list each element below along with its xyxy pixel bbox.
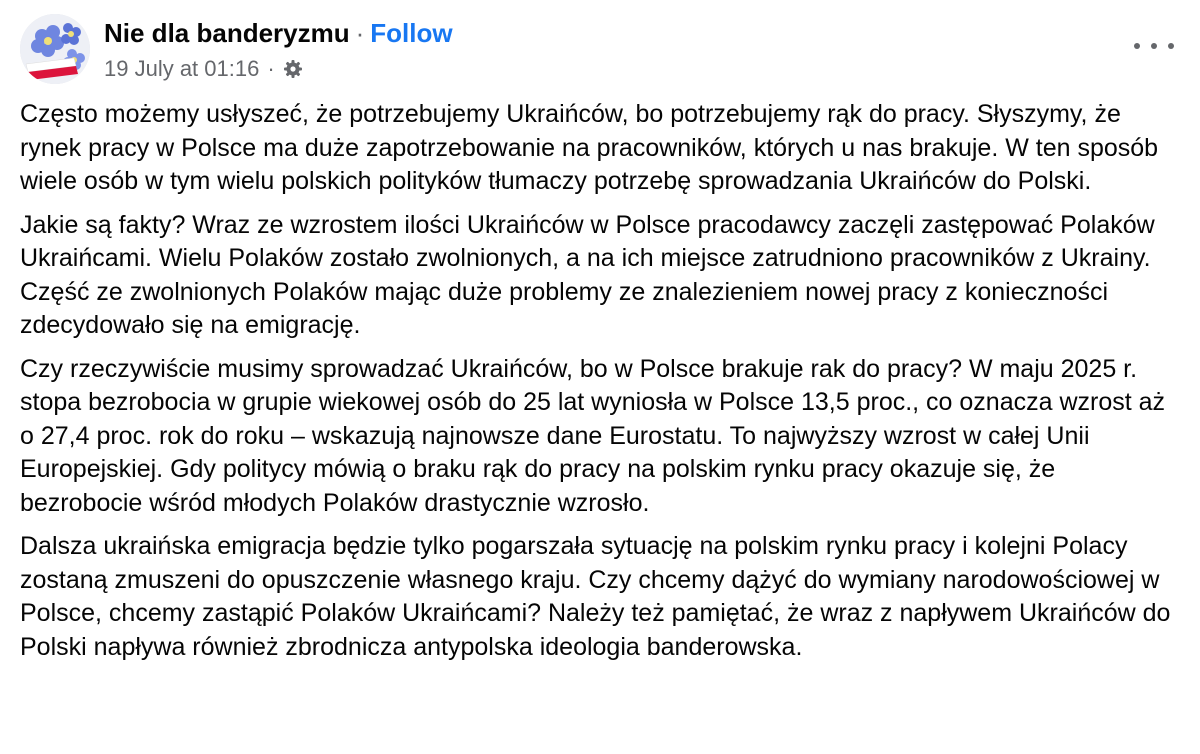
name-row — [104, 18, 453, 48]
more-horizontal-icon — [1151, 43, 1157, 49]
post-timestamp[interactable]: 19 July at 01:16 — [104, 56, 260, 81]
post-paragraph: Czy rzeczywiście musimy sprowadzać Ukraińców, bo w Polsce brakuje rak do pracy? W maju 2025 r. stopa bezrobocia w grupie wiekowej osób do 25 lat wyniosła w Polsce 13,5 proc., co oznacza wzrost aż o 27,4 proc. rok do roku – wskazują najnowsze dane Eurostatu. To najwyższy wzrost w całej Unii Europejskiej. Gdy politycy mówią o braku rąk do pracy na polskim rynku pracy okazuje się, że bezrobocie wśród młodych Polaków drastycznie wzrosło. — [20, 354, 1166, 517]
time-row — [104, 56, 453, 82]
follow-button[interactable]: Follow — [370, 18, 453, 48]
avatar[interactable] — [20, 14, 90, 84]
post-text — [20, 98, 1180, 674]
gear-icon[interactable] — [283, 59, 303, 79]
more-options-button[interactable] — [1134, 34, 1174, 58]
post-paragraph: Dalsza ukraińska emigracja będzie tylko pogarszała sytuację na polskim rynku pracy i kolejni Polacy zostaną zmuszeni do opuszczenie własnego kraju. Czy chcemy dążyć do wymiany narodowościowej w Polsce, chcemy zastąpić Polaków Ukraińcami? Należy też pamiętać, że wraz z napływem Ukraińców do Polski napływa również zbrodnicza antypolska ideologia banderowska. — [20, 532, 1171, 661]
post-paragraph: Często możemy usłyszeć, że potrzebujemy Ukraińców, bo potrzebujemy rąk do pracy. Słyszymy, że rynek pracy w Polsce ma duże zapotrzebowanie na pracowników, których u nas brakuje. W ten sposób wiele osób w tym wielu polskich polityków tłumaczy potrzebę sprowadzania Ukraińców do Polski. — [20, 100, 1159, 195]
more-horizontal-icon — [1134, 43, 1140, 49]
author-name[interactable]: Nie dla banderyzmu — [104, 18, 350, 48]
post-meta — [104, 14, 453, 82]
post-paragraph: Jakie są fakty? Wraz ze wzrostem ilości Ukraińców w Polsce pracodawcy zaczęli zastępować Polaków Ukraińcami. Wielu Polaków zostało zwolnionych, a na ich miejsce zatrudniono pracowników z Ukrainy. Część ze zwolnionych Polaków mając duże problemy ze znalezieniem nowej pracy z konieczności zdecydowało się na emigrację. — [20, 210, 1155, 339]
separator-dot: · — [355, 18, 365, 48]
separator-dot: · — [267, 56, 275, 81]
more-horizontal-icon — [1168, 43, 1174, 49]
post-header — [20, 14, 453, 84]
avatar-image — [20, 14, 90, 84]
